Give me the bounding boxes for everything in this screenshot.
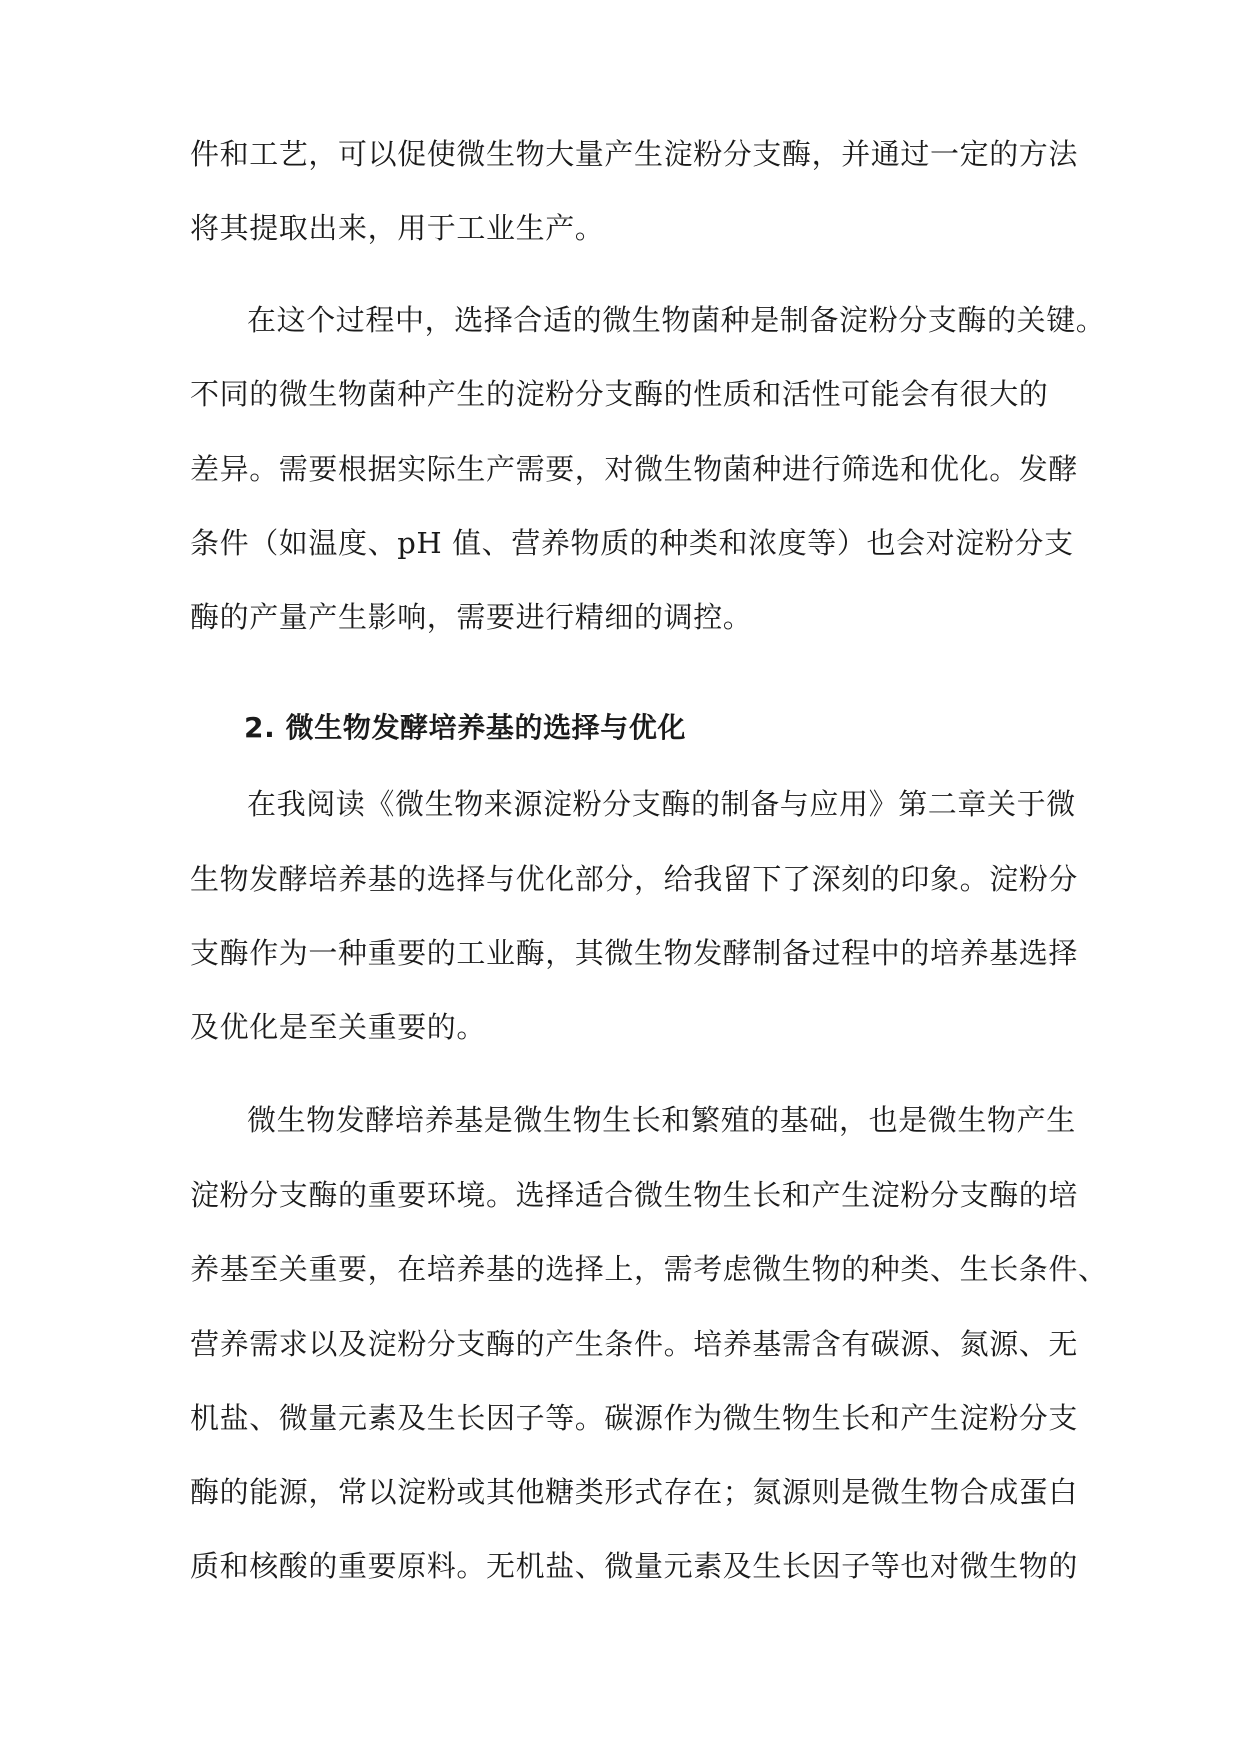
text-line: 养基至关重要，在培养基的选择上，需考虑微生物的种类、生长条件、 <box>190 1252 1108 1286</box>
text-line: 不同的微生物菌种产生的淀粉分支酶的性质和活性可能会有很大的 <box>190 377 1049 411</box>
text-line: 机盐、微量元素及生长因子等。碳源作为微生物生长和产生淀粉分支 <box>190 1401 1079 1435</box>
text-line: 条件（如温度、pH 值、营养物质的种类和浓度等）也会对淀粉分支 <box>190 526 1074 560</box>
text-line: 差异。需要根据实际生产需要，对微生物菌种进行筛选和优化。发酵 <box>190 452 1079 486</box>
text-line: 生物发酵培养基的选择与优化部分，给我留下了深刻的印象。淀粉分 <box>190 862 1079 896</box>
text-line: 酶的产量产生影响，需要进行精细的调控。 <box>190 600 753 634</box>
paragraph-first-line: 微生物发酵培养基是微生物生长和繁殖的基础，也是微生物产生 <box>247 1103 1076 1137</box>
text-line: 淀粉分支酶的重要环境。选择适合微生物生长和产生淀粉分支酶的培 <box>190 1178 1079 1212</box>
text-line: 及优化是至关重要的。 <box>190 1010 487 1044</box>
text-line: 件和工艺，可以促使微生物大量产生淀粉分支酶，并通过一定的方法 <box>190 137 1079 171</box>
section-heading: 2. 微生物发酵培养基的选择与优化 <box>244 711 687 744</box>
text-line: 质和核酸的重要原料。无机盐、微量元素及生长因子等也对微生物的 <box>190 1549 1079 1583</box>
text-line: 将其提取出来，用于工业生产。 <box>190 211 605 245</box>
text-line: 营养需求以及淀粉分支酶的产生条件。培养基需含有碳源、氮源、无 <box>190 1327 1079 1361</box>
text-line: 酶的能源，常以淀粉或其他糖类形式存在；氮源则是微生物合成蛋白 <box>190 1475 1079 1509</box>
paragraph-first-line: 在我阅读《微生物来源淀粉分支酶的制备与应用》第二章关于微 <box>247 787 1076 821</box>
text-line: 支酶作为一种重要的工业酶，其微生物发酵制备过程中的培养基选择 <box>190 936 1079 970</box>
paragraph-first-line: 在这个过程中，选择合适的微生物菌种是制备淀粉分支酶的关键。 <box>247 303 1106 337</box>
